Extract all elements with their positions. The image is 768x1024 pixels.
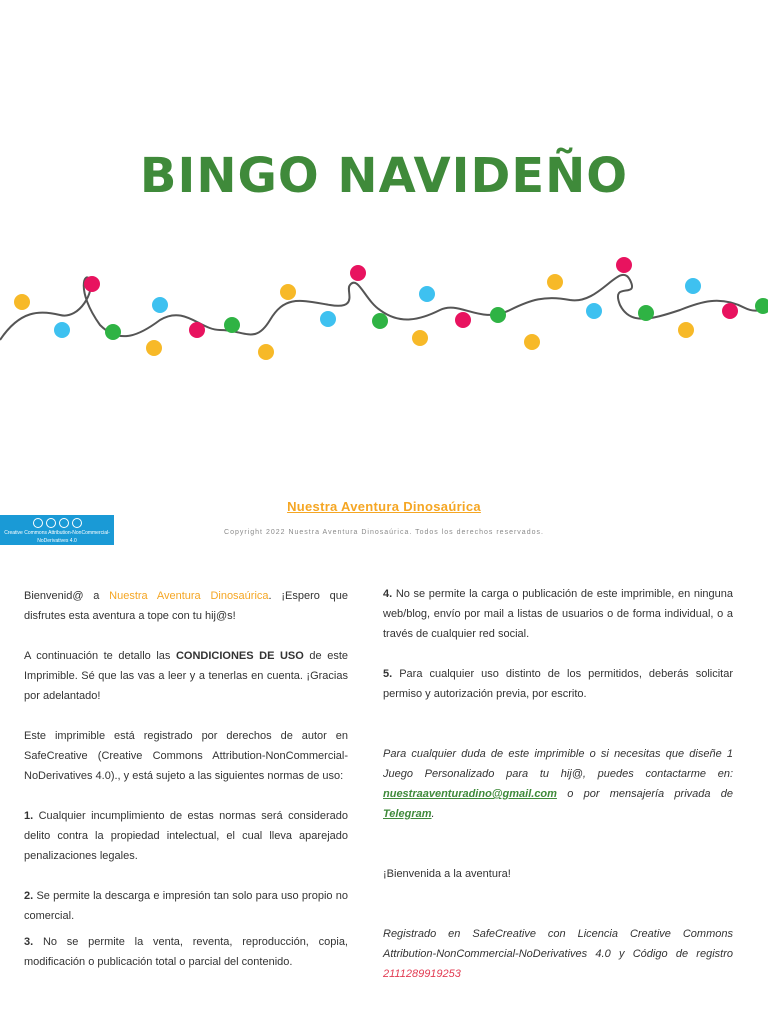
rule-1 [24,806,348,866]
bulb-icon [224,317,240,333]
contact-text-mid: o por mensajería privada de [556,788,733,800]
bulb-icon [755,298,768,314]
bulb-icon [638,305,654,321]
rule-4 [383,584,733,644]
bulb-icon [372,313,388,329]
bulb-icon [258,344,274,360]
registration-code: 2111289919253 [383,968,461,980]
welcome-text-end: . ¡Espero que disfrutes esta aventura a tope con tu hij@s! [24,590,349,622]
rule-text: Cualquier incumplimiento de estas normas será considerado delito contra la propiedad intelectual, el cual lleva aparejado penalizaciones legales. [24,810,348,862]
bulb-icon [14,294,30,310]
conditions-text-end: de este Imprimible. Sé que las vas a leer y a tenerlas en cuenta. ¡Gracias por adelantado! [24,650,348,702]
bulb-icon [54,322,70,338]
by-icon [46,518,56,528]
rule-2 [24,886,348,926]
rule-number: 2. [24,890,34,902]
bulb-icon [547,274,563,290]
contact-text: Para cualquier duda de este imprimible o si necesitas que diseñe 1 Juego Personalizado para tu hij@, puedes contactarme en: [383,748,733,780]
brand-link[interactable]: Nuestra Aventura Dinosaúrica [287,499,481,514]
contact-paragraph [383,744,733,824]
right-column [383,584,733,984]
rule-text: No se permite la venta, reventa, reproducción, copia, modificación o publicación total o parcial del contenido. [24,936,348,968]
registration-paragraph [383,924,733,984]
rule-5 [383,664,733,704]
conditions-paragraph [24,646,348,706]
bulb-icon [280,284,296,300]
cc-icon [33,518,43,528]
bulb-icon [419,286,435,302]
bulb-icon [152,297,168,313]
rule-3 [24,932,348,972]
rule-number: 1. [24,810,34,822]
conditions-bold: CONDICIONES DE USO [175,650,304,662]
rule-number: 3. [24,936,34,948]
bulb-icon [84,276,100,292]
cc-icons [0,515,114,528]
light-bulbs [14,257,768,360]
rule-text: No se permite la carga o publicación de este imprimible, en ninguna web/blog, envío por mail a listas de usuarios o de forma individual, o a través de cualquier red social. [383,588,733,640]
bulb-icon [189,322,205,338]
copyright-paragraph: Este imprimible está registrado por derechos de autor en SafeCreative (Creative Commons Attribution-NonCommercial-NoDerivatives 4.0)., y está sujeto a las siguientes normas de uso: [24,730,348,782]
cc-badge-line2: NoDerivatives 4.0 [37,538,77,544]
bulb-icon [105,324,121,340]
brand-inline: Nuestra Aventura Dinosaúrica [109,590,269,602]
welcome-paragraph [24,586,348,626]
page-title: BINGO NAVIDEÑO [139,148,629,204]
registration-text: Registrado en SafeCreative con Licencia Creative Commons Attribution-NonCommercial-NoDerivatives 4.0 y Código de registro [383,928,733,960]
rule-number: 5. [383,668,393,680]
cc-badge-line1: Creative Commons Attribution-NonCommercial- [4,530,110,536]
bulb-icon [678,322,694,338]
string-lights-decoration [0,250,768,360]
left-column [24,586,348,972]
bulb-icon [685,278,701,294]
rule-number: 4. [383,588,393,600]
bulb-icon [320,311,336,327]
bulb-icon [490,307,506,323]
bulb-icon [412,330,428,346]
conditions-text: A continuación te detallo las [24,650,176,662]
bulb-icon [350,265,366,281]
email-link[interactable]: nuestraaventuradino@gmail.com [383,788,557,800]
bulb-icon [524,334,540,350]
copyright-text: Copyright 2022 Nuestra Aventura Dinosaúrica. Todos los derechos reservados. [224,529,544,536]
bulb-icon [586,303,602,319]
bulb-icon [146,340,162,356]
bulb-icon [616,257,632,273]
welcome-message: ¡Bienvenida a la aventura! [383,868,511,880]
rule-text: Para cualquier uso distinto de los permitidos, deberás solicitar permiso y autorización previa, por escrito. [383,668,733,700]
rule-text: Se permite la descarga e impresión tan solo para uso propio no comercial. [24,890,348,922]
nd-icon [72,518,82,528]
contact-text-end: . [431,808,435,820]
bulb-icon [455,312,471,328]
bulb-icon [722,303,738,319]
welcome-text: Bienvenid@ a [24,590,110,602]
nc-icon [59,518,69,528]
telegram-link[interactable]: Telegram [383,808,432,820]
